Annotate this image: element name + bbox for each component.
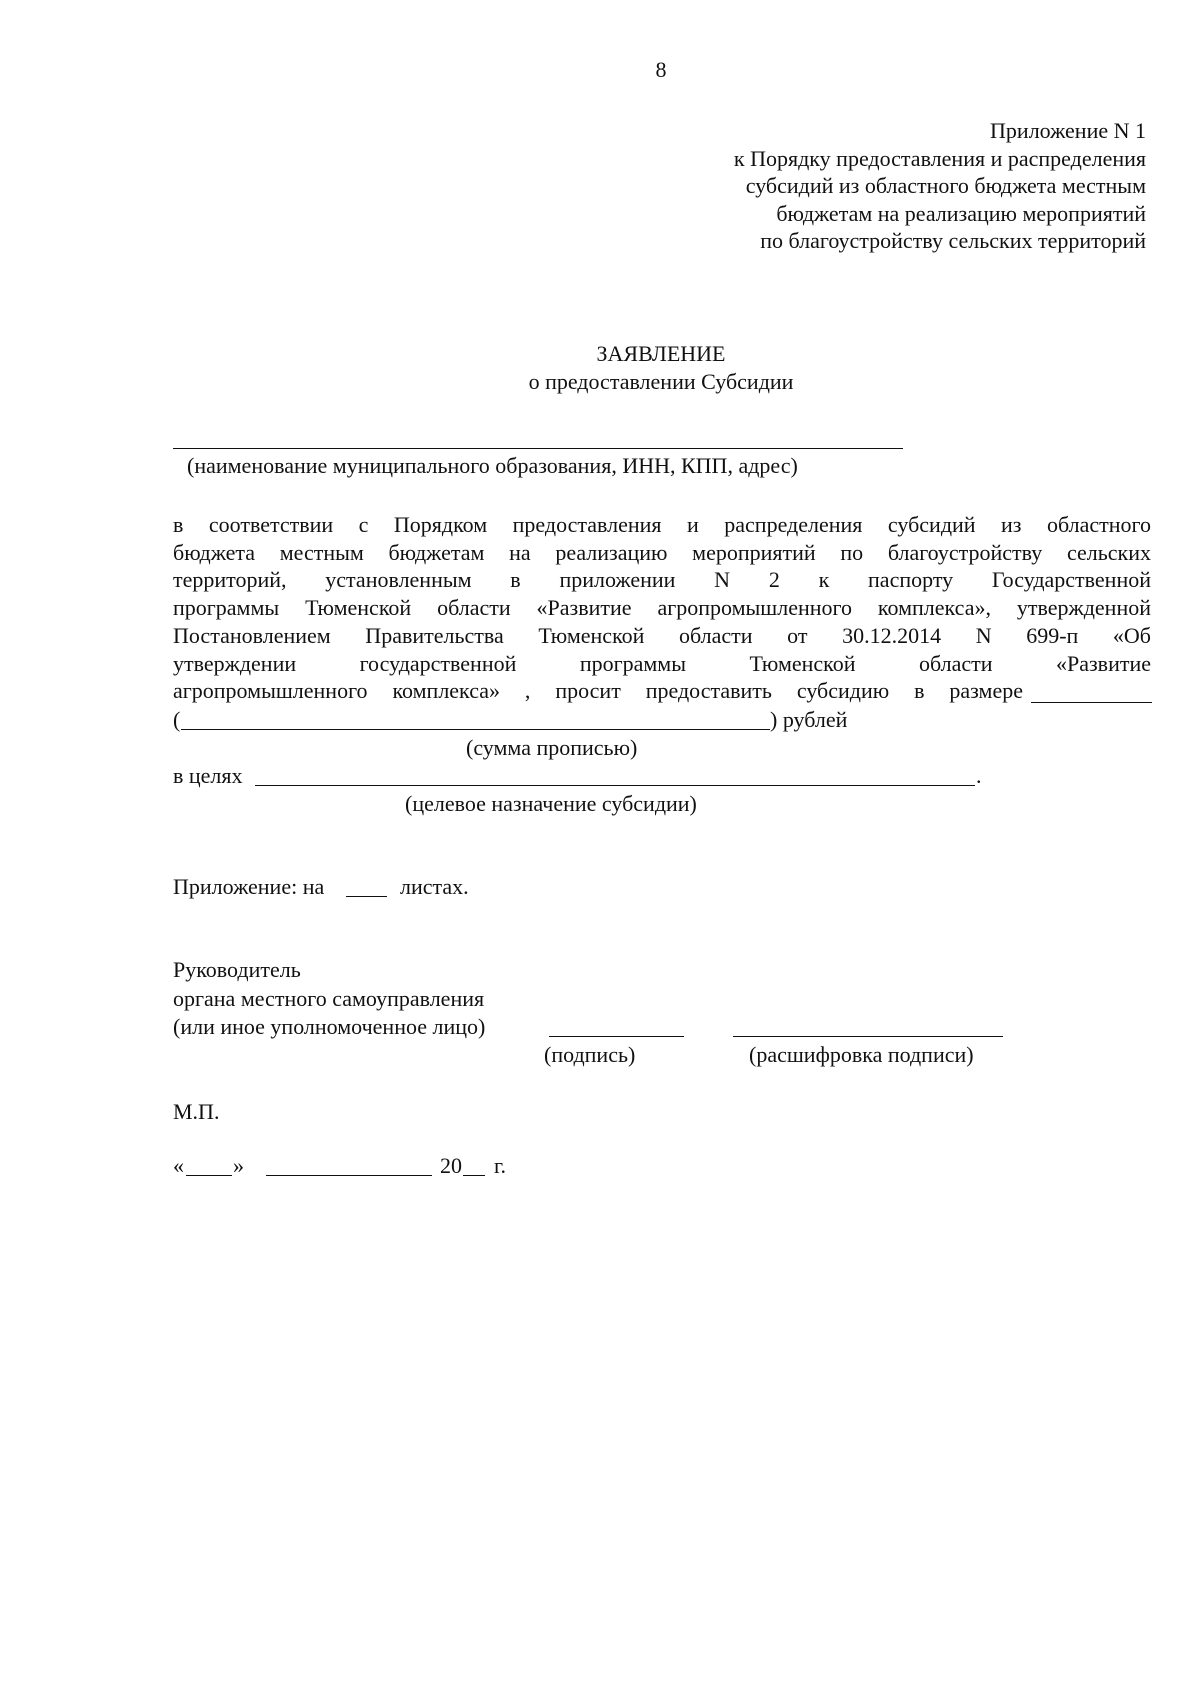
request-paragraph-line: Постановлением Правительства Тюменской области от 30.12.2014 N 699-п «Об [173, 622, 1151, 648]
date-open-quote: « [173, 1153, 184, 1178]
date-century: 20 [440, 1153, 462, 1178]
request-paragraph-line: программы Тюменской области «Развитие агропромышленного комплекса», утвержденной [173, 595, 1151, 621]
signatory-line: органа местного самоуправления [173, 985, 485, 1011]
request-paragraph-line: агропромышленного комплекса» , просит предоставить субсидию в размере [173, 678, 1023, 704]
signature-decoding-caption: (расшифровка подписи) [749, 1042, 974, 1067]
attachment-suffix: листах. [400, 874, 469, 899]
signature-caption: (подпись) [544, 1042, 636, 1067]
purpose-caption: (целевое назначение субсидии) [405, 791, 697, 816]
appendix-header-line: Приложение N 1 [990, 118, 1146, 143]
purpose-label: в целях [173, 763, 243, 788]
appendix-header-line: по благоустройству сельских территорий [760, 228, 1146, 253]
purpose-end-period: . [976, 763, 982, 788]
subsidy-amount-field[interactable] [1031, 702, 1152, 703]
amount-caption: (сумма прописью) [466, 735, 638, 760]
appendix-header [734, 117, 1146, 255]
amount-in-words-field[interactable] [181, 729, 770, 730]
signatory-line: (или иное уполномоченное лицо) [173, 1014, 486, 1039]
signatory-line: Руководитель [173, 957, 301, 982]
request-paragraph-line: бюджета местным бюджетам на реализацию мероприятий по благоустройству сельских [173, 539, 1151, 565]
date-year-field[interactable] [463, 1175, 485, 1176]
applicant-caption: (наименование муниципального образования, ИНН, КПП, адрес) [187, 453, 798, 478]
date-month-field[interactable] [266, 1175, 432, 1176]
title-subtitle: о предоставлении Субсидии [528, 369, 794, 394]
amount-open-paren: ( [173, 707, 181, 732]
document-title [0, 340, 1200, 396]
date-day-field[interactable] [186, 1175, 232, 1176]
attachment-sheet-count-field[interactable] [346, 896, 387, 897]
signatory-block [173, 956, 485, 1042]
page-number: 8 [655, 57, 667, 82]
title-main: ЗАЯВЛЕНИЕ [596, 341, 726, 366]
seal-label: М.П. [173, 1099, 220, 1124]
purpose-field[interactable] [255, 785, 975, 786]
appendix-header-line: субсидий из областного бюджета местным [745, 173, 1146, 198]
request-paragraph [173, 511, 1151, 705]
applicant-name-field[interactable] [173, 448, 903, 449]
amount-currency-label: ) рублей [770, 707, 848, 732]
signature-decoding-field[interactable] [733, 1036, 1003, 1037]
appendix-header-line: бюджетам на реализацию мероприятий [776, 200, 1146, 226]
request-paragraph-line: утверждении государственной программы Тюменской области «Развитие [173, 650, 1151, 676]
date-year-suffix: г. [494, 1153, 507, 1178]
attachment-prefix: Приложение: на [173, 874, 325, 899]
date-close-quote: » [233, 1153, 244, 1178]
signature-field[interactable] [549, 1036, 684, 1037]
request-paragraph-line: в соответствии с Порядком предоставления и распределения субсидий из областного [173, 512, 1151, 537]
appendix-header-line: к Порядку предоставления и распределения [733, 145, 1146, 171]
request-paragraph-line: территорий, установленным в приложении N 2 к паспорту Государственной [173, 567, 1151, 593]
